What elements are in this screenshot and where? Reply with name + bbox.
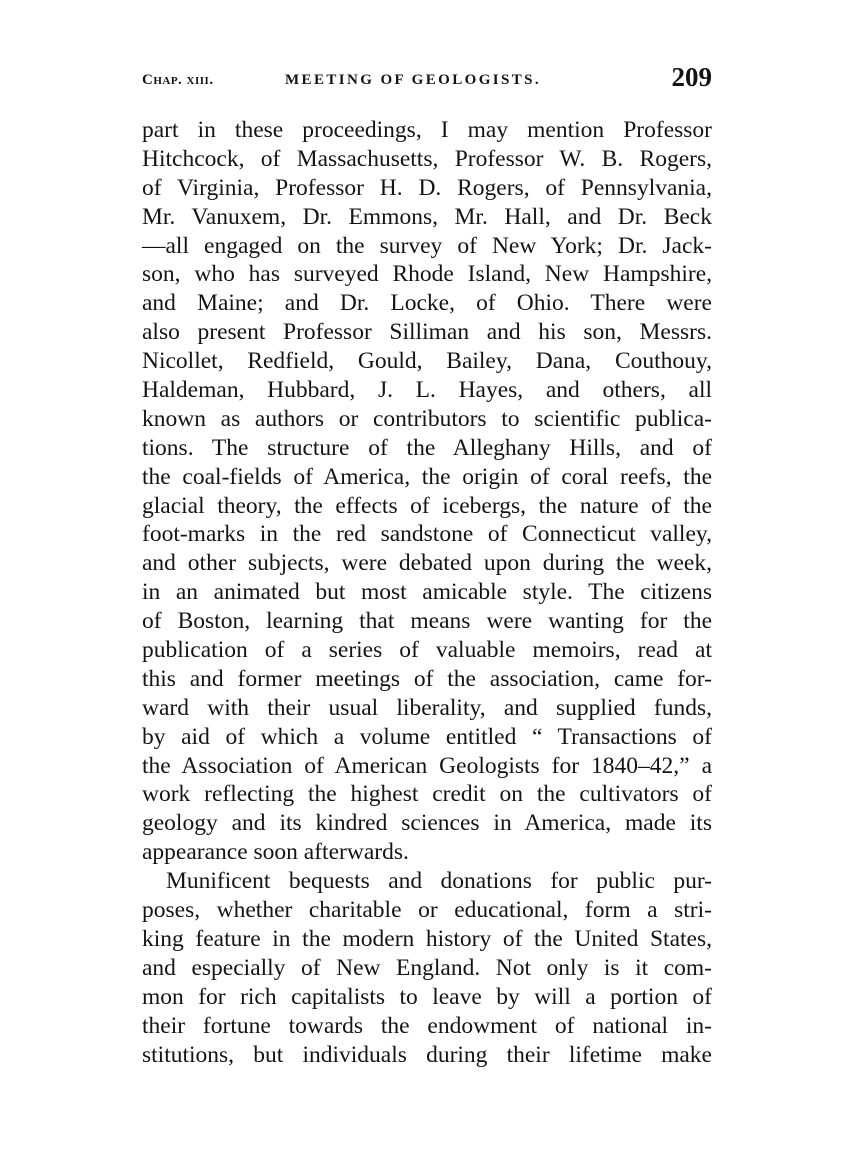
- page-number: 209: [671, 62, 712, 92]
- text-line: the coal-fields of America, the origin of coral reefs, the: [142, 463, 712, 490]
- text-line: known as authors or contributors to scientific publica-: [142, 405, 712, 432]
- text-line: poses, whether charitable or educational, form a stri-: [142, 897, 712, 924]
- body-text: [142, 116, 712, 1069]
- text-line: glacial theory, the effects of icebergs, the nature of the: [142, 492, 712, 519]
- text-line: ward with their usual liberality, and supplied funds,: [142, 694, 712, 721]
- text-line: and especially of New England. Not only is it com-: [142, 954, 712, 981]
- text-line: —all engaged on the survey of New York; Dr. Jack-: [142, 232, 712, 259]
- text-line: also present Professor Silliman and his son, Messrs.: [142, 319, 712, 346]
- text-line: Mr. Vanuxem, Dr. Emmons, Mr. Hall, and Dr. Beck: [142, 203, 712, 230]
- text-line: stitutions, but individuals during their lifetime make: [142, 1041, 712, 1068]
- paragraph-start-line: Munificent bequests and donations for public pur-: [166, 868, 712, 895]
- text-line: of Boston, learning that means were wanting for the: [142, 608, 712, 635]
- text-line: Nicollet, Redfield, Gould, Bailey, Dana, Couthouy,: [142, 348, 712, 375]
- text-line: their fortune towards the endowment of national in-: [142, 1012, 712, 1039]
- text-line: publication of a series of valuable memoirs, read at: [142, 637, 712, 664]
- text-line: tions. The structure of the Alleghany Hills, and of: [142, 434, 712, 461]
- chapter-label: Chap. xiii.: [142, 72, 214, 88]
- paragraph-end-line: appearance soon afterwards.: [142, 839, 409, 866]
- text-line: by aid of which a volume entitled “ Transactions of: [142, 723, 712, 750]
- text-line: in an animated but most amicable style. The citizens: [142, 579, 712, 606]
- text-line: and other subjects, were debated upon during the week,: [142, 550, 712, 577]
- text-line: king feature in the modern history of the United States,: [142, 925, 712, 952]
- text-line: mon for rich capitalists to leave by will a portion of: [142, 983, 712, 1010]
- text-line: foot-marks in the red sandstone of Connecticut valley,: [142, 521, 712, 548]
- text-line: and Maine; and Dr. Locke, of Ohio. There were: [142, 290, 712, 317]
- text-line: work reflecting the highest credit on the cultivators of: [142, 781, 712, 808]
- running-title: MEETING OF GEOLOGISTS.: [285, 72, 542, 88]
- text-line: Haldeman, Hubbard, J. L. Hayes, and others, all: [142, 377, 712, 404]
- text-line: Hitchcock, of Massachusetts, Professor W. B. Rogers,: [142, 145, 712, 172]
- text-line: geology and its kindred sciences in America, made its: [142, 810, 712, 837]
- text-line: part in these proceedings, I may mention Professor: [142, 117, 712, 143]
- running-head: [142, 62, 712, 102]
- text-line: this and former meetings of the association, came for-: [142, 665, 712, 692]
- text-line: the Association of American Geologists for 1840–42,” a: [142, 752, 712, 779]
- text-line: son, who has surveyed Rhode Island, New Hampshire,: [142, 261, 712, 288]
- text-line: of Virginia, Professor H. D. Rogers, of Pennsylvania,: [142, 174, 712, 201]
